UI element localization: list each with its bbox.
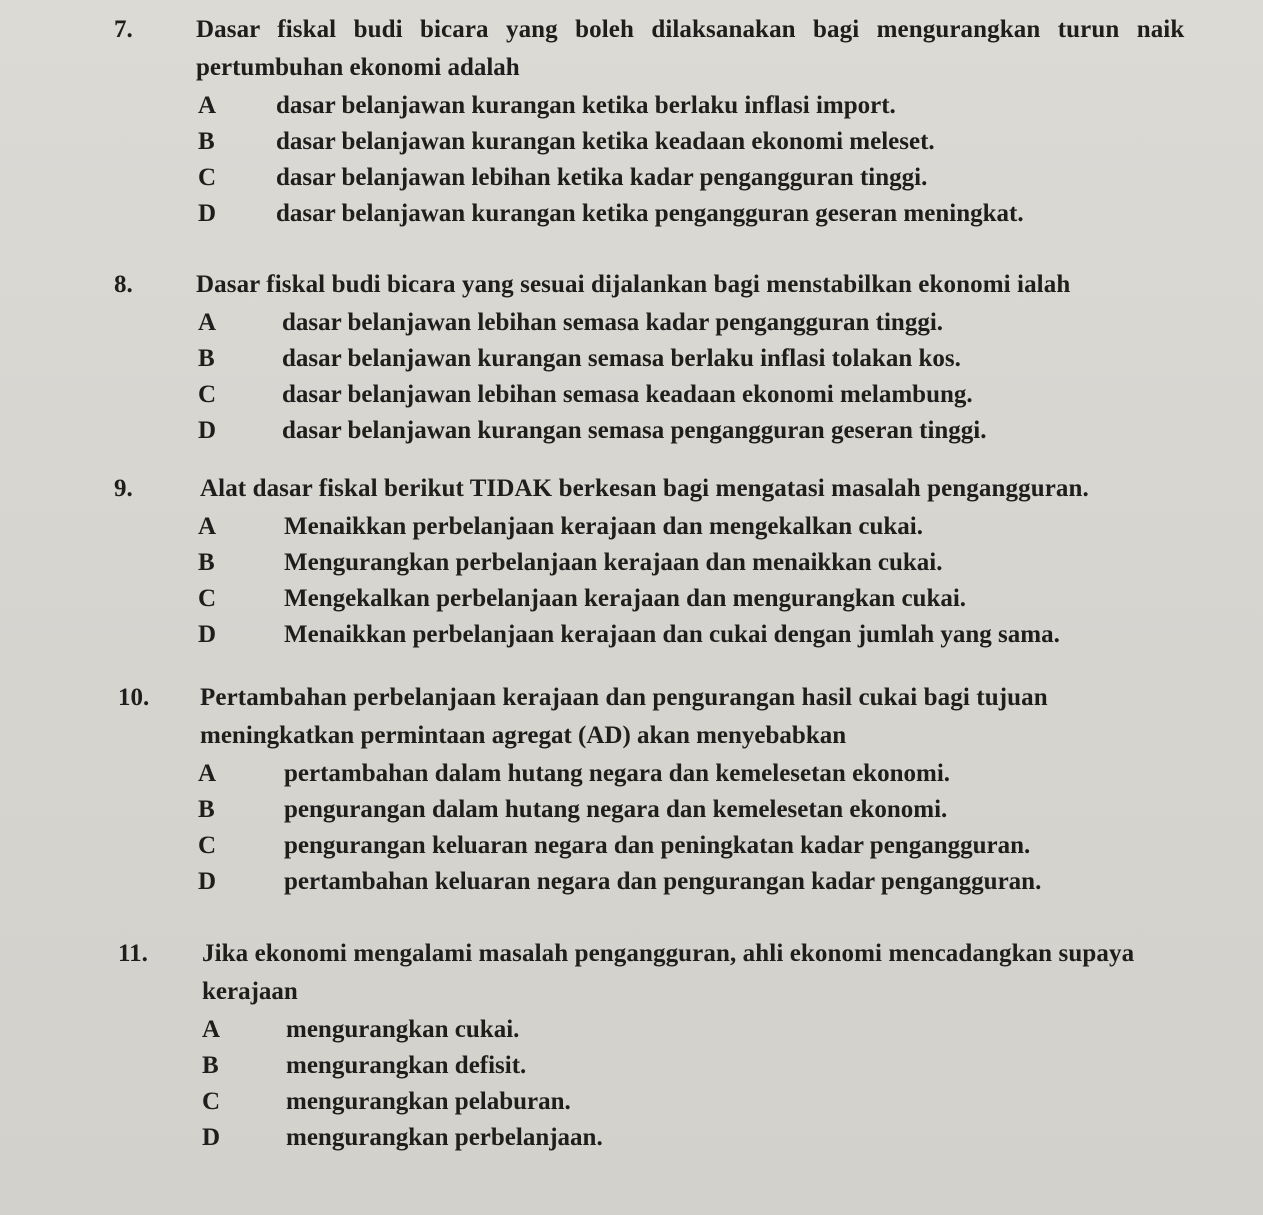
question-text-continued: pertumbuhan ekonomi adalah: [196, 54, 520, 81]
question-text: Pertambahan perbelanjaan kerajaan dan pengurangan hasil cukai bagi tujuan: [200, 684, 1048, 711]
option-letter: D: [202, 1124, 221, 1151]
option-letter: C: [198, 164, 217, 191]
option-letter: A: [202, 1016, 221, 1043]
option-text: Menaikkan perbelanjaan kerajaan dan mengekalkan cukai.: [284, 513, 923, 540]
option-b[interactable]: [0, 128, 1263, 164]
option-letter: D: [198, 868, 217, 895]
question-number: 8.: [114, 271, 133, 298]
option-d[interactable]: [0, 1124, 1263, 1160]
option-text: mengurangkan defisit.: [286, 1052, 527, 1079]
question-10: [0, 684, 1263, 904]
option-text: mengurangkan cukai.: [286, 1016, 520, 1043]
option-c[interactable]: [0, 381, 1263, 417]
option-c[interactable]: [0, 832, 1263, 868]
option-text: pertambahan dalam hutang negara dan kemelesetan ekonomi.: [284, 760, 951, 787]
option-text: dasar belanjawan lebihan ketika kadar pengangguran tinggi.: [276, 164, 928, 191]
question-text: Jika ekonomi mengalami masalah pengangguran, ahli ekonomi mencadangkan supaya: [202, 940, 1135, 967]
option-text: pertambahan keluaran negara dan pengurangan kadar pengangguran.: [284, 868, 1042, 895]
question-text: Alat dasar fiskal berikut TIDAK berkesan bagi mengatasi masalah pengangguran.: [200, 475, 1089, 502]
question-9: [0, 475, 1263, 657]
option-d[interactable]: [0, 200, 1263, 236]
option-a[interactable]: [0, 1016, 1263, 1052]
question-stem: [0, 684, 1263, 722]
option-text: Menaikkan perbelanjaan kerajaan dan cukai dengan jumlah yang sama.: [284, 621, 1060, 648]
option-c[interactable]: [0, 164, 1263, 200]
option-text: dasar belanjawan kurangan ketika berlaku inflasi import.: [276, 92, 896, 119]
option-text: dasar belanjawan lebihan semasa kadar pengangguran tinggi.: [282, 309, 944, 336]
option-a[interactable]: [0, 92, 1263, 128]
option-letter: C: [198, 585, 217, 612]
option-text: mengurangkan pelaburan.: [286, 1088, 571, 1115]
question-8: [0, 271, 1263, 453]
option-b[interactable]: [0, 796, 1263, 832]
question-text: Dasar fiskal budi bicara yang sesuai dijalankan bagi menstabilkan ekonomi ialah: [196, 271, 1071, 298]
question-number: 7.: [114, 16, 133, 43]
question-stem: [0, 271, 1263, 309]
question-7: [0, 16, 1263, 236]
option-b[interactable]: [0, 1052, 1263, 1088]
option-letter: D: [198, 417, 217, 444]
question-text: Dasar fiskal budi bicara yang boleh dilaksanakan bagi mengurangkan turun naik: [196, 16, 1185, 43]
option-c[interactable]: [0, 1088, 1263, 1124]
option-letter: D: [198, 200, 217, 227]
option-letter: C: [198, 381, 217, 408]
option-letter: A: [198, 309, 217, 336]
question-text-continued: kerajaan: [202, 978, 298, 1005]
option-a[interactable]: [0, 513, 1263, 549]
question-stem: [0, 16, 1263, 54]
question-11: [0, 940, 1263, 1160]
question-stem: [0, 940, 1263, 978]
option-text: dasar belanjawan kurangan ketika pengangguran geseran meningkat.: [276, 200, 1024, 227]
option-b[interactable]: [0, 549, 1263, 585]
option-letter: A: [198, 513, 217, 540]
option-letter: B: [198, 549, 215, 576]
option-letter: B: [202, 1052, 219, 1079]
question-text-continued: meningkatkan permintaan agregat (AD) akan menyebabkan: [200, 722, 847, 749]
option-text: Mengurangkan perbelanjaan kerajaan dan menaikkan cukai.: [284, 549, 943, 576]
option-letter: B: [198, 345, 215, 372]
option-d[interactable]: [0, 417, 1263, 453]
option-a[interactable]: [0, 309, 1263, 345]
option-a[interactable]: [0, 760, 1263, 796]
option-c[interactable]: [0, 585, 1263, 621]
option-letter: B: [198, 128, 215, 155]
option-letter: C: [198, 832, 217, 859]
question-number: 10.: [118, 684, 150, 711]
option-text: pengurangan dalam hutang negara dan kemelesetan ekonomi.: [284, 796, 948, 823]
option-letter: D: [198, 621, 217, 648]
option-text: pengurangan keluaran negara dan peningkatan kadar pengangguran.: [284, 832, 1031, 859]
question-stem: [0, 475, 1263, 513]
option-text: mengurangkan perbelanjaan.: [286, 1124, 603, 1151]
option-letter: B: [198, 796, 215, 823]
option-text: dasar belanjawan lebihan semasa keadaan ekonomi melambung.: [282, 381, 973, 408]
option-b[interactable]: [0, 345, 1263, 381]
option-text: dasar belanjawan kurangan ketika keadaan ekonomi meleset.: [276, 128, 935, 155]
option-text: dasar belanjawan kurangan semasa berlaku inflasi tolakan kos.: [282, 345, 961, 372]
option-d[interactable]: [0, 868, 1263, 904]
question-number: 9.: [114, 475, 133, 502]
option-d[interactable]: [0, 621, 1263, 657]
option-text: dasar belanjawan kurangan semasa pengangguran geseran tinggi.: [282, 417, 987, 444]
option-letter: A: [198, 760, 217, 787]
option-letter: A: [198, 92, 217, 119]
option-letter: C: [202, 1088, 221, 1115]
option-text: Mengekalkan perbelanjaan kerajaan dan mengurangkan cukai.: [284, 585, 967, 612]
question-number: 11.: [118, 940, 148, 967]
